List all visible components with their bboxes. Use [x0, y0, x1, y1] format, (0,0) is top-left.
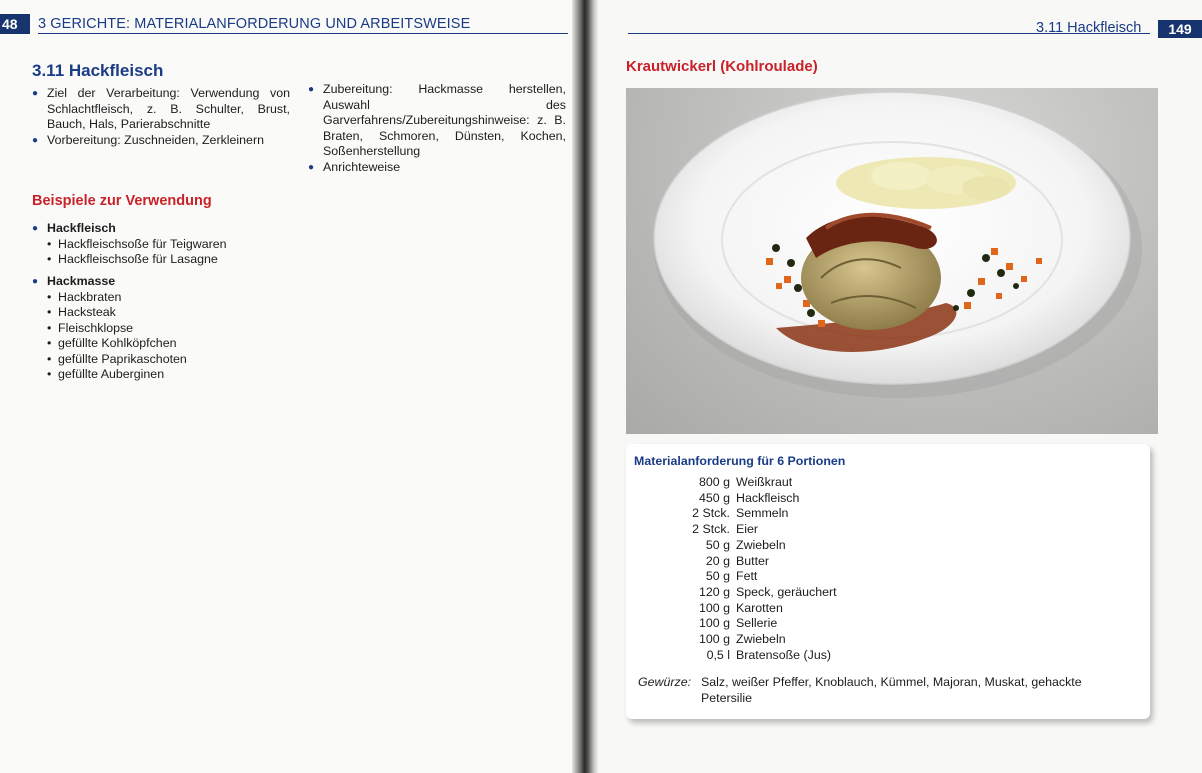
example-group-hackfleisch [32, 221, 332, 268]
ingredient-name: Butter [736, 553, 770, 568]
example-item: • Hackfleischsoße für Teigwaren [32, 237, 332, 253]
ingredient-qty: 450 g [698, 490, 730, 505]
ingredient-name: Zwiebeln [736, 632, 786, 647]
ingredient-qty: 20 g [705, 553, 730, 568]
left-page [0, 0, 578, 773]
materials-title: Materialanforderung für 6 Portionen [634, 454, 846, 468]
bullet-list-col2 [308, 82, 566, 175]
dish-illustration [626, 88, 1158, 434]
ingredient-row [626, 616, 837, 632]
spices-text: Salz, weißer Pfeffer, Knoblauch, Kümmel, Majoran, Muskat, gehackte Petersilie [701, 675, 1082, 705]
ingredient-row [626, 569, 837, 585]
ingredient-name: Fett [736, 569, 758, 584]
ingredient-name: Eier [736, 522, 759, 537]
spices-label: Gewürze: [638, 675, 692, 689]
spices-row [638, 674, 1138, 706]
bullet-item: ● Anrichteweise [308, 160, 566, 176]
section-title: 3.11 Hackfleisch [32, 61, 164, 80]
example-item: • gefüllte Auberginen [32, 367, 332, 383]
ingredient-list [626, 475, 837, 663]
header-rule [38, 33, 568, 34]
example-item: • Hackbraten [32, 290, 332, 306]
chapter-title: 3 GERICHTE: MATERIALANFORDERUNG UND ARBEITSWEISE [38, 16, 471, 32]
ingredient-qty: 50 g [705, 569, 730, 584]
ingredient-name: Bratensoße (Jus) [736, 647, 832, 662]
ingredient-row [626, 585, 837, 601]
ingredient-row [626, 601, 837, 617]
examples-title: Beispiele zur Verwendung [32, 193, 212, 209]
ingredient-qty: 100 g [698, 600, 730, 615]
ingredient-qty: 100 g [698, 632, 730, 647]
ingredient-qty: 120 g [698, 584, 730, 599]
bullet-item: ● Zubereitung: Hackmasse herstellen, Auswahl des Garverfahrens/Zubereitungshinweise: z. B. Braten, Schmoren, Dünsten, Kochen, Soßenherstellung [308, 82, 566, 160]
ingredient-qty: 100 g [698, 616, 730, 631]
book-gutter [572, 0, 598, 773]
ingredient-name: Sellerie [736, 616, 778, 631]
ingredient-name: Zwiebeln [736, 537, 786, 552]
ingredient-name: Speck, geräuchert [736, 584, 837, 599]
right-page-number: 149 [1158, 20, 1202, 38]
ingredient-row [626, 475, 837, 491]
example-item: • Hackfleischsoße für Lasagne [32, 252, 332, 268]
bullet-item: ● Vorbereitung: Zuschneiden, Zerkleinern [32, 133, 290, 149]
ingredient-name: Weißkraut [736, 475, 793, 489]
right-page [588, 0, 1202, 773]
ingredient-qty: 0,5 l [706, 647, 730, 662]
example-heading: ● Hackfleisch [32, 221, 332, 237]
ingredient-row [626, 491, 837, 507]
ingredient-row [626, 554, 837, 570]
bullet-list-col1 [32, 86, 290, 148]
ingredient-row [626, 632, 837, 648]
ingredient-name: Hackfleisch [736, 490, 800, 505]
ingredient-qty: 2 Stck. [692, 506, 730, 521]
ingredient-qty: 800 g [698, 475, 730, 489]
example-item: • Hacksteak [32, 305, 332, 321]
bullet-item: ● Ziel der Verarbeitung: Verwendung von Schlachtfleisch, z. B. Schulter, Brust, Bauch, Hals, Parierabschnitte [32, 86, 290, 133]
example-item: • gefüllte Kohlköpfchen [32, 336, 332, 352]
example-group-hackmasse [32, 274, 332, 383]
ingredient-name: Semmeln [736, 506, 789, 521]
ingredient-row [626, 522, 837, 538]
ingredient-row [626, 538, 837, 554]
recipe-title: Krautwickerl (Kohlroulade) [626, 58, 818, 75]
materials-card [626, 444, 1150, 719]
running-header-title: 3.11 Hackfleisch [1036, 20, 1142, 36]
ingredient-name: Karotten [736, 600, 783, 615]
ingredient-row [626, 648, 837, 664]
example-heading: ● Hackmasse [32, 274, 332, 290]
dish-photo [626, 88, 1158, 434]
ingredient-qty: 50 g [705, 537, 730, 552]
example-item: • gefüllte Paprikaschoten [32, 352, 332, 368]
example-item: • Fleischklopse [32, 321, 332, 337]
ingredient-qty: 2 Stck. [692, 522, 730, 537]
ingredient-row [626, 506, 837, 522]
left-page-number: 48 [0, 14, 30, 34]
